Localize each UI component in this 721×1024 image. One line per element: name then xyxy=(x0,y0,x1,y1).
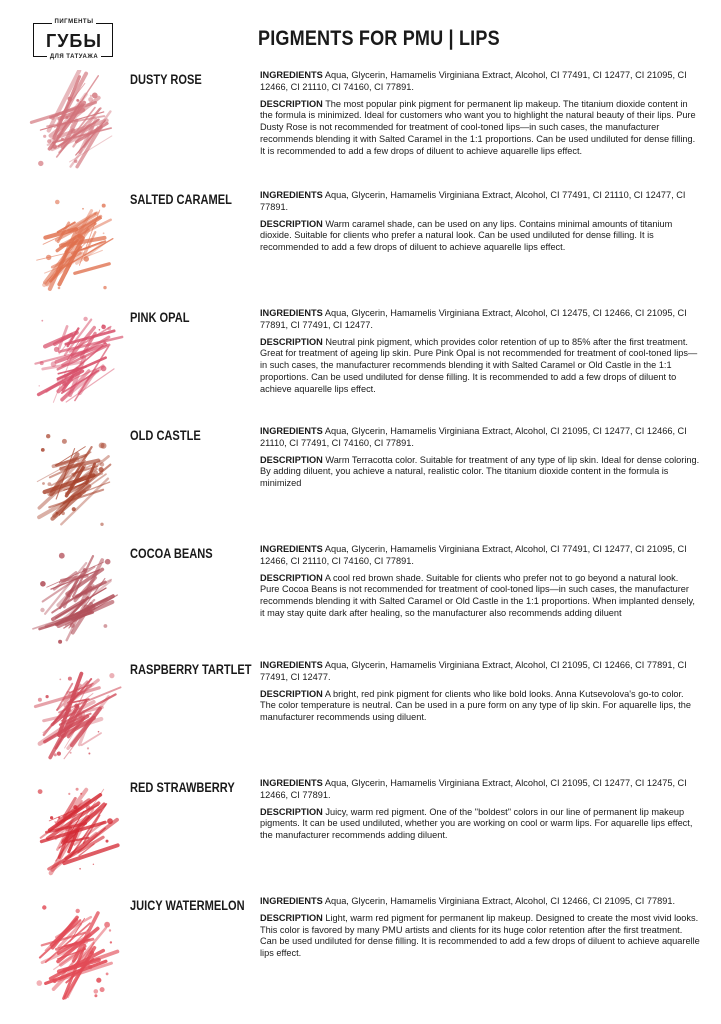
paint-splatter-dot xyxy=(77,234,81,238)
paint-splatter-dot xyxy=(66,691,70,695)
pigment-name: COCOA BEANS xyxy=(130,546,213,561)
description-text: Warm Terracotta color. Suitable for treatment of any type of lip skin. Ideal for dense coloring. By adding diluent, you achieve a natural, realistic color. The titanium dioxide content in the formula is minimized xyxy=(260,454,700,489)
paint-splatter-dot xyxy=(87,747,89,749)
description-paragraph xyxy=(260,913,700,960)
description-paragraph xyxy=(260,99,700,158)
paint-splatter-dot xyxy=(88,965,92,969)
description-label: DESCRIPTION xyxy=(260,806,323,817)
ingredients-label: INGREDIENTS xyxy=(260,426,323,436)
paint-splatter-dot xyxy=(38,161,43,166)
pigment-details xyxy=(260,70,700,163)
ingredients-label: INGREDIENTS xyxy=(260,544,323,554)
paint-splatter-dot xyxy=(50,816,53,819)
paint-splatter-dot xyxy=(76,99,79,102)
ingredients-paragraph xyxy=(260,70,700,94)
logo-bottom-text: ДЛЯ ТАТУАЖА xyxy=(47,54,101,60)
paint-splatter-dot xyxy=(105,559,111,565)
paint-splatter-dot xyxy=(99,329,101,331)
logo-main-text: ГУБЫ xyxy=(46,31,102,51)
ingredients-text: Aqua, Glycerin, Hamamelis Virginiana Extract, Alcohol, CI 77491, CI 12477, CI 21095, CI 12466, CI 21110, CI 74160, CI 77891. xyxy=(260,70,687,92)
description-label: DESCRIPTION xyxy=(260,98,323,109)
ingredients-paragraph xyxy=(260,778,700,802)
paint-splatter-dot xyxy=(98,731,100,733)
description-paragraph xyxy=(260,219,700,254)
paint-splatter-dot xyxy=(106,840,109,843)
paint-splatter-dot xyxy=(58,287,61,290)
description-paragraph xyxy=(260,455,700,490)
paint-splatter-dot xyxy=(54,753,57,756)
paint-splatter-dot xyxy=(46,434,50,438)
paint-splatter-dot xyxy=(72,507,76,511)
paint-splatter-dot xyxy=(79,868,81,870)
paint-splatter-dot xyxy=(101,366,107,372)
pigment-details xyxy=(260,778,700,847)
description-label: DESCRIPTION xyxy=(260,688,323,699)
paint-splatter-dot xyxy=(41,320,43,322)
paint-splatter-dot xyxy=(67,263,71,267)
paint-splatter-dot xyxy=(101,325,106,330)
paint-splatter-dot xyxy=(84,605,90,611)
paint-splatter-dot xyxy=(37,980,43,986)
paint-splatter-dot xyxy=(85,592,88,595)
paint-splatter-dot xyxy=(51,361,57,367)
pigment-details xyxy=(260,660,700,729)
ingredients-label: INGREDIENTS xyxy=(260,778,323,788)
paint-splatter-dot xyxy=(50,116,54,120)
paint-stroke xyxy=(75,264,109,274)
pigment-details xyxy=(260,190,700,259)
paint-splatter-dot xyxy=(41,448,45,452)
paint-splatter-dot xyxy=(74,704,79,709)
paint-splatter-dot xyxy=(59,679,61,681)
paint-splatter-dot xyxy=(67,594,70,597)
pigment-swatch xyxy=(28,190,124,298)
description-text: Juicy, warm red pigment. One of the "boldest" colors in our line of permanent lip makeup pigments. It can be used undiluted, whether you are working on cool or warm lips. For aquarelle lips effect, the manufacturer recommends adding diluent. xyxy=(260,806,693,841)
paint-splatter-dot xyxy=(103,232,105,234)
paint-splatter-dot xyxy=(107,327,111,331)
paint-splatter-dot xyxy=(55,821,59,825)
pigment-name: JUICY WATERMELON xyxy=(130,898,245,913)
description-text: Neutral pink pigment, which provides color retention of up to 85% after the first treatment. Great for treatment of ageing lip skin. Pure Pink Opal is not recommended for treatment of cool-toned lips—in such cases, the manufacturer recommends blending it with Salted Caramel or Old Castle in the 1:1 proportions. Can be used undiluted for dense filling. It is recommended to add a few drops of diluent to achieve aquarelle lips effect. xyxy=(260,336,698,394)
paint-splatter-dot xyxy=(54,347,59,352)
paint-splatter-dot xyxy=(76,909,80,913)
ingredients-text: Aqua, Glycerin, Hamamelis Virginiana Extract, Alcohol, CI 21095, CI 12477, CI 12475, CI 12466, CI 77891. xyxy=(260,778,687,800)
paint-splatter-dot xyxy=(59,553,65,559)
ingredients-text: Aqua, Glycerin, Hamamelis Virginiana Extract, Alcohol, CI 77491, CI 12477, CI 21095, CI 12466, CI 21110, CI 74160, CI 77891. xyxy=(260,544,687,566)
paint-splatter-dot xyxy=(55,200,60,205)
paint-splatter-dot xyxy=(59,267,60,268)
description-paragraph xyxy=(260,337,700,396)
paint-splatter-dot xyxy=(109,929,111,931)
paint-splatter-dot xyxy=(90,95,92,97)
paint-splatter-dot xyxy=(103,286,106,289)
pigment-swatch xyxy=(28,896,124,1004)
description-label: DESCRIPTION xyxy=(260,912,323,923)
description-text: Warm caramel shade, can be used on any lips. Contains minimal amounts of titanium dioxide. Suitable for clients who prefer a natural look. Can be used undiluted for dense filling. It is recommended to add a few drops of diluent to achieve aquarelle lips effect. xyxy=(260,218,673,253)
paint-splatter-dot xyxy=(58,817,60,819)
ingredients-paragraph xyxy=(260,896,700,908)
description-label: DESCRIPTION xyxy=(260,218,323,229)
pigment-swatch xyxy=(28,660,124,768)
pigment-details xyxy=(260,308,700,401)
paint-splatter-dot xyxy=(94,213,96,215)
paint-splatter-dot xyxy=(83,317,87,321)
paint-splatter-dot xyxy=(110,941,112,943)
paint-splatter-dot xyxy=(73,805,77,809)
description-text: The most popular pink pigment for permanent lip makeup. The titanium dioxide content in the formula is minimized. Ideal for customers who want you to highlight the natural beauty of their lips. Pure Dusty Rose is not recommended for treatment of cool-toned lips—in such cases, the manufacturer recommends blending it with Salted Caramel in the 1:1 proportions. Can be used undiluted for dense filling. It is recommended to add a few drops of diluent to achieve aquarelle lips effect. xyxy=(260,98,696,156)
page-title: PIGMENTS FOR PMU | LIPS xyxy=(258,27,500,50)
paint-splatter-dot xyxy=(102,204,106,208)
paint-splatter-dot xyxy=(54,821,55,822)
paint-splatter-dot xyxy=(68,97,72,101)
pigment-name: OLD CASTLE xyxy=(130,428,201,443)
paint-splatter-dot xyxy=(104,922,110,928)
paint-splatter-dot xyxy=(57,752,61,756)
ingredients-paragraph xyxy=(260,308,700,332)
paint-splatter-dot xyxy=(104,624,108,628)
description-label: DESCRIPTION xyxy=(260,454,323,465)
ingredients-label: INGREDIENTS xyxy=(260,308,323,318)
paint-splatter-dot xyxy=(107,818,113,824)
pigment-swatch xyxy=(28,426,124,534)
paint-splatter-dot xyxy=(92,93,98,99)
paint-splatter-dot xyxy=(103,341,106,344)
ingredients-text: Aqua, Glycerin, Hamamelis Virginiana Extract, Alcohol, CI 21095, CI 12477, CI 12466, CI 21110, CI 77491, CI 74160, CI 77891. xyxy=(260,426,687,448)
paint-splatter-dot xyxy=(62,439,67,444)
paint-splatter-dot xyxy=(61,138,64,141)
paint-splatter-dot xyxy=(39,385,40,386)
description-label: DESCRIPTION xyxy=(260,572,323,583)
paint-splatter-dot xyxy=(65,116,68,119)
pigment-swatch xyxy=(28,308,124,416)
paint-splatter-dot xyxy=(68,677,72,681)
paint-splatter-dot xyxy=(46,695,49,698)
paint-splatter-dot xyxy=(100,523,103,526)
paint-splatter-dot xyxy=(99,467,104,472)
ingredients-label: INGREDIENTS xyxy=(260,70,323,80)
paint-splatter-dot xyxy=(109,673,114,678)
paint-splatter-dot xyxy=(68,793,70,795)
ingredients-text: Aqua, Glycerin, Hamamelis Virginiana Extract, Alcohol, CI 12466, CI 21095, CI 77891. xyxy=(324,896,676,906)
paint-splatter-dot xyxy=(42,905,46,909)
ingredients-text: Aqua, Glycerin, Hamamelis Virginiana Extract, Alcohol, CI 77491, CI 21110, CI 12477, CI 77891. xyxy=(260,190,686,212)
paint-splatter-dot xyxy=(56,512,59,515)
paint-splatter-dot xyxy=(70,752,72,754)
paint-splatter-dot xyxy=(82,208,84,210)
paint-splatter-dot xyxy=(52,979,57,984)
pigment-name: DUSTY ROSE xyxy=(130,72,202,87)
brand-logo xyxy=(33,18,115,60)
paint-splatter-dot xyxy=(47,139,51,143)
pigment-details xyxy=(260,544,700,625)
paint-splatter-dot xyxy=(101,218,102,219)
paint-splatter-dot xyxy=(42,482,45,485)
paint-splatter-dot xyxy=(78,713,83,718)
paint-splatter-dot xyxy=(80,793,82,795)
ingredients-text: Aqua, Glycerin, Hamamelis Virginiana Extract, Alcohol, CI 21095, CI 12466, CI 77891, CI 77491, CI 12477. xyxy=(260,660,687,682)
paint-splatter-dot xyxy=(38,789,43,794)
pigment-name: PINK OPAL xyxy=(130,310,190,325)
ingredients-paragraph xyxy=(260,544,700,568)
paint-splatter-dot xyxy=(71,379,74,382)
description-label: DESCRIPTION xyxy=(260,336,323,347)
paint-splatter-dot xyxy=(70,128,75,133)
paint-splatter-dot xyxy=(43,135,46,138)
paint-splatter-dot xyxy=(83,568,88,573)
ingredients-label: INGREDIENTS xyxy=(260,896,323,906)
description-text: A bright, red pink pigment for clients who like bold looks. Anna Kutsevolova's go-to color. The color temperature is neutral. Can be used in a pure form on any type of lip skin. For aquarelle lips, the manufacturer recommends using diluent. xyxy=(260,688,692,723)
paint-splatter-dot xyxy=(73,232,74,233)
paint-splatter-dot xyxy=(90,951,94,955)
paint-splatter-dot xyxy=(74,160,77,163)
paint-splatter-dot xyxy=(40,608,44,612)
paint-splatter-dot xyxy=(52,144,57,149)
paint-splatter-dot xyxy=(70,623,75,628)
pigment-details xyxy=(260,426,700,495)
description-text: Light, warm red pigment for permanent lip makeup. Designed to create the most vivid looks. This color is favored by many PMU artists and clients for its huge color retention after the first treatment. Can be used undiluted for dense filling. It is recommended to add a few drops of diluent to achieve aquarelle lips effect. xyxy=(260,912,700,959)
paint-splatter-dot xyxy=(38,698,42,702)
ingredients-label: INGREDIENTS xyxy=(260,660,323,670)
pigment-swatch xyxy=(28,778,124,886)
description-paragraph xyxy=(260,807,700,842)
paint-splatter-dot xyxy=(62,381,67,386)
pigment-swatch xyxy=(28,544,124,652)
paint-splatter-dot xyxy=(84,256,89,261)
paint-splatter-dot xyxy=(40,361,44,365)
paint-splatter-dot xyxy=(100,462,104,466)
paint-splatter-dot xyxy=(101,443,107,449)
pigment-name: RASPBERRY TARTLET xyxy=(130,662,252,677)
paint-splatter-dot xyxy=(96,978,101,983)
description-paragraph xyxy=(260,573,700,620)
paint-splatter-dot xyxy=(100,987,105,992)
paint-splatter-dot xyxy=(40,581,46,587)
ingredients-paragraph xyxy=(260,190,700,214)
paint-splatter-dot xyxy=(61,512,65,516)
paint-splatter-dot xyxy=(76,788,79,791)
paint-splatter-dot xyxy=(59,582,60,583)
paint-splatter-dot xyxy=(88,753,90,755)
paint-splatter-dot xyxy=(106,973,109,976)
pigment-name: SALTED CARAMEL xyxy=(130,192,232,207)
paint-splatter-dot xyxy=(88,97,93,102)
paint-splatter-dot xyxy=(94,994,97,997)
ingredients-paragraph xyxy=(260,660,700,684)
paint-splatter-dot xyxy=(46,255,51,260)
paint-splatter-dot xyxy=(93,864,94,865)
paint-splatter-dot xyxy=(86,805,91,810)
logo-top-text: ПИГМЕНТЫ xyxy=(52,19,97,25)
pigment-details xyxy=(260,896,700,965)
paint-splatter-dot xyxy=(94,989,99,994)
ingredients-label: INGREDIENTS xyxy=(260,190,323,200)
pigment-name: RED STRAWBERRY xyxy=(130,780,235,795)
description-text: A cool red brown shade. Suitable for clients who prefer not to go beyond a natural look. Pure Cocoa Beans is not recommended for treatment of cool-toned lips—in such cases, the manufacturer recommends blending it with Salted Caramel or Old Castle in the 1:1 proportions. When implanted densely, it may stay quite dark after healing, so the manufacturer also recommends adding diluent xyxy=(260,572,695,618)
paint-splatter-dot xyxy=(48,482,52,486)
ingredients-paragraph xyxy=(260,426,700,450)
paint-splatter-dot xyxy=(91,604,94,607)
description-paragraph xyxy=(260,689,700,724)
ingredients-text: Aqua, Glycerin, Hamamelis Virginiana Extract, Alcohol, CI 12475, CI 12466, CI 21095, CI 77891, CI 77491, CI 12477. xyxy=(260,308,687,330)
paint-splatter-dot xyxy=(77,493,82,498)
paint-splatter-dot xyxy=(58,640,62,644)
pigment-swatch xyxy=(28,70,124,178)
